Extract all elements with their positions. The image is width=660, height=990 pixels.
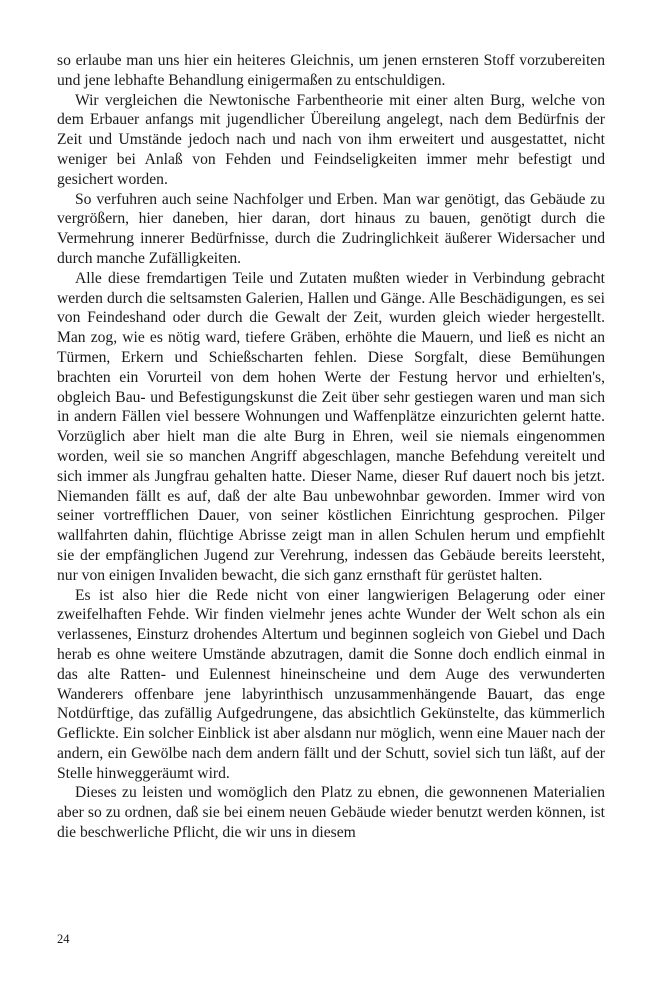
- paragraph-5: Es ist also hier die Rede nicht von einer langwierigen Belagerung oder einer zweifelhaften Fehde. Wir finden vielmehr jenes achte Wunder der Welt schon als ein verlassenes, Einsturz drohendes Altertum und beginnen sogleich von Giebel und Dach herab es ohne weitere Umstände abzutragen, damit die Sonne doch endlich einmal in das alte Ratten- und Eulennest hineinscheine und dem Auge des verwunderten Wanderers offenbare jene labyrinthisch unzusammenhängende Bauart, das enge Notdürftige, das zufällig Aufgedrungene, das absichtlich Gekünstelte, das kümmerlich Geflickte. Ein solcher Einblick ist aber alsdann nur möglich, wenn eine Mauer nach der andern, ein Gewölbe nach dem andern fällt und der Schutt, soviel sich tun läßt, auf der Stelle hinweggeräumt wird.: [57, 586, 605, 782]
- paragraph-4: Alle diese fremdartigen Teile und Zutaten mußten wieder in Verbindung gebracht werden durch die seltsamsten Galerien, Hallen und Gänge. Alle Beschädigungen, es sei von Feindeshand oder durch die Gewalt der Zeit, wurden gleich wieder hergestellt. Man zog, wie es nötig ward, tiefere Gräben, erhöhte die Mauern, und ließ es nicht an Türmen, Erkern und Schießscharten fehlen. Diese Sorgfalt, diese Bemühungen brachten ein Vorurteil von dem hohen Werte der Festung hervor und erhielten's, obgleich Bau- und Befestigungskunst die Zeit über sehr gestiegen waren und man sich in andern Fällen viel bessere Wohnungen und Waffenplätze einzurichten gelernt hatte. Vorzüglich aber hielt man die alte Burg in Ehren, weil sie niemals eingenommen worden, weil sie so manchen Angriff abgeschlagen, manche Befehdung vereitelt und sich immer als Jungfrau gehalten hatte. Dieser Name, dieser Ruf dauert noch bis jetzt. Niemanden fällt es auf, daß der alte Bau unbewohnbar geworden. Immer wird von seiner vortrefflichen Dauer, von seiner köstlichen Einrichtung gesprochen. Pilger wallfahrten dahin, flüchtige Abrisse zeigt man in allen Schulen herum und empfiehlt sie der empfänglichen Jugend zur Verehrung, indessen das Gebäude bereits leersteht, nur von einigen Invaliden bewacht, die sich ganz ernsthaft für gerüstet halten.: [57, 269, 605, 584]
- paragraph-6: Dieses zu leisten und womöglich den Platz zu ebnen, die gewonnenen Materialien aber so zu ordnen, daß sie bei einem neuen Gebäude wieder benutzt werden können, ist die beschwerliche Pflicht, die wir uns in diesem: [57, 784, 605, 842]
- page-number: 24: [57, 932, 70, 946]
- paragraph-2: Wir vergleichen die Newtonische Farbentheorie mit einer alten Burg, welche von dem Erbauer anfangs mit jugendlicher Übereilung angelegt, nach dem Bedürfnis der Zeit und Umstände jedoch nach und nach von ihm erweitert und ausgestattet, nicht weniger bei Anlaß von Fehden und Feindseligkeiten immer mehr befestigt und gesichert worden.: [57, 91, 605, 188]
- paragraph-3: So verfuhren auch seine Nachfolger und Erben. Man war genötigt, das Gebäude zu vergrößern, hier daneben, hier daran, dort hinaus zu bauen, genötigt durch die Vermehrung innerer Bedürfnisse, durch die Zudringlichkeit äußerer Widersacher und durch manche Zufälligkeiten.: [57, 190, 605, 267]
- page-body: [57, 51, 605, 843]
- paragraph-1: so erlaube man uns hier ein heiteres Gleichnis, um jenen ernsteren Stoff vorzubereiten und jene lebhafte Behandlung einigermaßen zu entschuldigen.: [57, 52, 605, 89]
